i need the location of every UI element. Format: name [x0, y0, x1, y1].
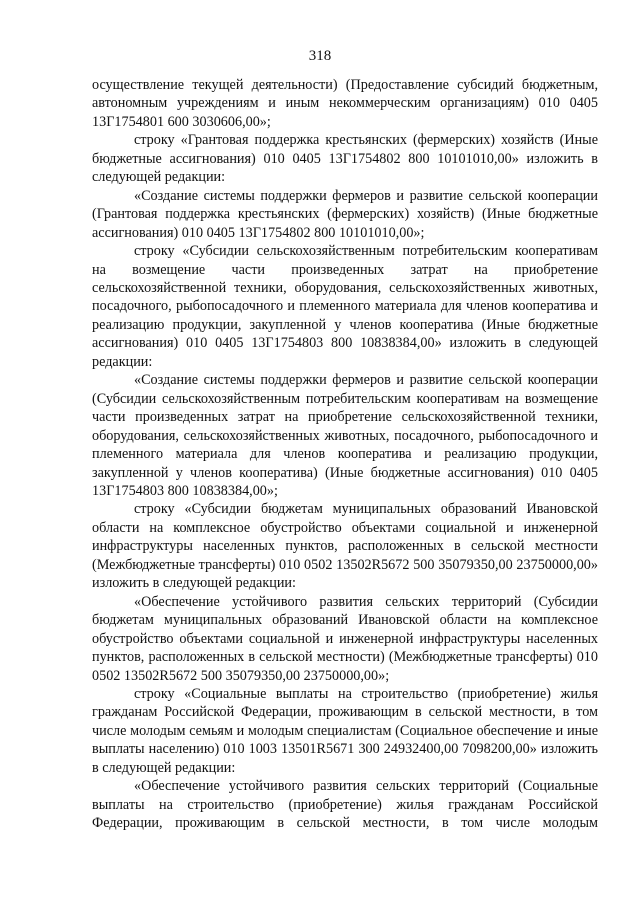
document-body	[92, 76, 598, 833]
paragraph-8: строку «Социальные выплаты на строительство (приобретение) жилья гражданам Российской Федерации, проживающим в сельской местности, в том числе молодым семьям и молодым специалистам (Социальное обеспечение и иные выплаты населению) 010 1003 13501R5671 300 24932400,00 7098200,00» изложить в следующей редакции:	[92, 685, 598, 776]
paragraph-1: осуществление текущей деятельности) (Предоставление субсидий бюджетным, автономным учреждениям и иным некоммерческим организациям) 010 0405 13Г1754801 600 3030606,00»;	[92, 77, 598, 130]
page-number: 318	[308, 48, 332, 64]
paragraph-4: строку «Субсидии сельскохозяйственным потребительским кооперативам на возмещение части произведенных затрат на приобретение сельскохозяйственной техники, оборудования, сельскохозяйственных животных, посадочного, рыбопосадочного и племенного материала для членов кооператива и реализацию продукции, закупленной у членов кооператива (Иные бюджетные ассигнования) 010 0405 13Г1754803 800 10838384,00» изложить в следующей редакции:	[92, 243, 598, 370]
paragraph-9: «Обеспечение устойчивого развития сельских территорий (Социальные выплаты на строительство (приобретение) жилья гражданам Российской Федерации, проживающим в сельской местности, в том числе молодым	[92, 778, 598, 832]
paragraph-7: «Обеспечение устойчивого развития сельских территорий (Субсидии бюджетам муниципальных образований Ивановской области на комплексное обустройство объектами социальной и инженерной инфраструктуры населенных пунктов, расположенных в сельской местности) (Межбюджетные трансферты) 010 0502 13502R5672 500 35079350,00 23750000,00»;	[92, 593, 598, 684]
paragraph-3: «Создание системы поддержки фермеров и развитие сельской кооперации (Грантовая поддержка крестьянских (фермерских) хозяйств) (Иные бюджетные ассигнования) 010 0405 13Г1754802 800 10101010,00»;	[92, 187, 598, 241]
paragraph-6: строку «Субсидии бюджетам муниципальных образований Ивановской области на комплексное обустройство объектами социальной и инженерной инфраструктуры населенных пунктов, расположенных в сельской местности (Межбюджетные трансферты) 010 0502 13502R5672 500 35079350,00 23750000,00» изложить в следующей редакции:	[92, 501, 598, 592]
paragraph-5: «Создание системы поддержки фермеров и развитие сельской кооперации (Субсидии сельскохозяйственным потребительским кооперативам на возмещение части произведенных затрат на приобретение сельскохозяйственной техники, оборудования, сельскохозяйственных животных, посадочного, рыбопосадочного и племенного материала для членов кооператива и реализацию продукции, закупленной у членов кооператива) (Иные бюджетные ассигнования) 010 0405 13Г1754803 800 10838384,00»;	[92, 372, 598, 499]
paragraph-2: строку «Грантовая поддержка крестьянских (фермерских) хозяйств (Иные бюджетные ассигнования) 010 0405 13Г1754802 800 10101010,00» изложить в следующей редакции:	[92, 132, 598, 186]
